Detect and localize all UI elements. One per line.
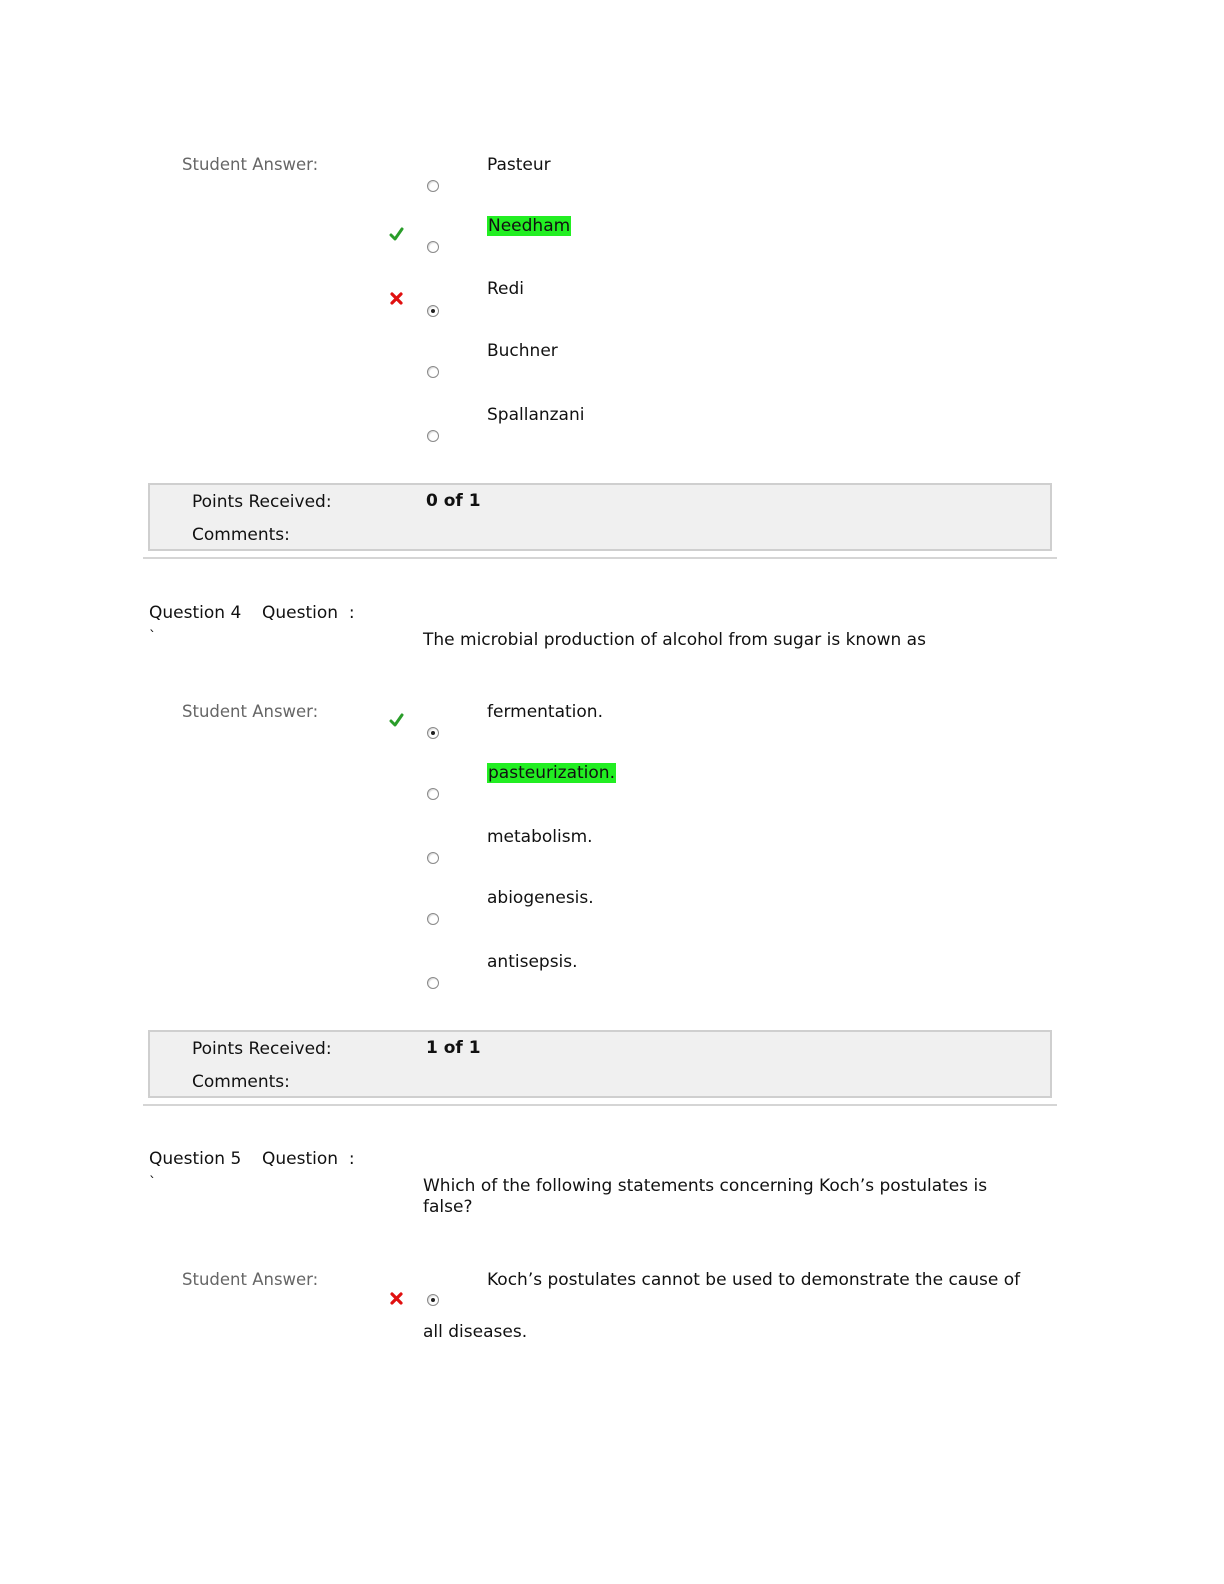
answer-option-label: antisepsis. <box>487 952 578 972</box>
check-icon <box>389 227 404 242</box>
answer-option-label: Koch’s postulates cannot be used to demonstrate the cause of <box>487 1270 1021 1290</box>
answer-radio-selected[interactable] <box>427 1294 439 1306</box>
correct-answer-highlight: pasteurization. <box>488 763 615 783</box>
answer-radio[interactable] <box>427 366 439 378</box>
x-icon <box>390 292 403 305</box>
question-label: Question : <box>262 1149 355 1169</box>
question-tick: ` <box>149 1175 156 1191</box>
answer-radio[interactable] <box>427 241 439 253</box>
answer-option-label: Spallanzani <box>487 405 585 425</box>
question-text: Which of the following statements concerning Koch’s postulates is false? <box>423 1176 988 1217</box>
comments-label: Comments: <box>192 525 290 545</box>
answer-radio[interactable] <box>427 180 439 192</box>
question-text: The microbial production of alcohol from sugar is known as <box>423 630 926 650</box>
answer-radio[interactable] <box>427 852 439 864</box>
points-value: 1 of 1 <box>426 1038 481 1058</box>
answer-option-label: Redi <box>487 279 525 299</box>
answer-radio[interactable] <box>427 913 439 925</box>
answer-radio[interactable] <box>427 977 439 989</box>
question-divider <box>143 1104 1057 1106</box>
x-icon <box>390 1292 403 1305</box>
answer-radio[interactable] <box>427 430 439 442</box>
answer-option-label: Pasteur <box>487 155 551 175</box>
question-label: Question : <box>262 603 355 623</box>
points-box <box>148 483 1052 551</box>
correct-answer-highlight: Needham <box>488 216 571 236</box>
question-number: Question 5 <box>149 1149 242 1169</box>
check-icon <box>389 713 404 728</box>
answer-radio[interactable] <box>427 788 439 800</box>
points-box <box>148 1030 1052 1098</box>
answer-option-label: abiogenesis. <box>487 888 594 908</box>
points-received-label: Points Received: <box>192 1039 332 1059</box>
answer-option-label: fermentation. <box>487 702 603 722</box>
question-tick: ` <box>149 629 156 645</box>
answer-radio-selected[interactable] <box>427 305 439 317</box>
comments-label: Comments: <box>192 1072 290 1092</box>
points-value: 0 of 1 <box>426 491 481 511</box>
points-received-label: Points Received: <box>192 492 332 512</box>
answer-option-label: metabolism. <box>487 827 593 847</box>
answer-radio-selected[interactable] <box>427 727 439 739</box>
student-answer-label: Student Answer: <box>182 1270 319 1289</box>
answer-option-label: Buchner <box>487 341 558 361</box>
student-answer-label: Student Answer: <box>182 155 319 174</box>
question-number: Question 4 <box>149 603 242 623</box>
student-answer-label: Student Answer: <box>182 702 319 721</box>
answer-option-continuation: all diseases. <box>423 1322 528 1342</box>
question-divider <box>143 557 1057 559</box>
